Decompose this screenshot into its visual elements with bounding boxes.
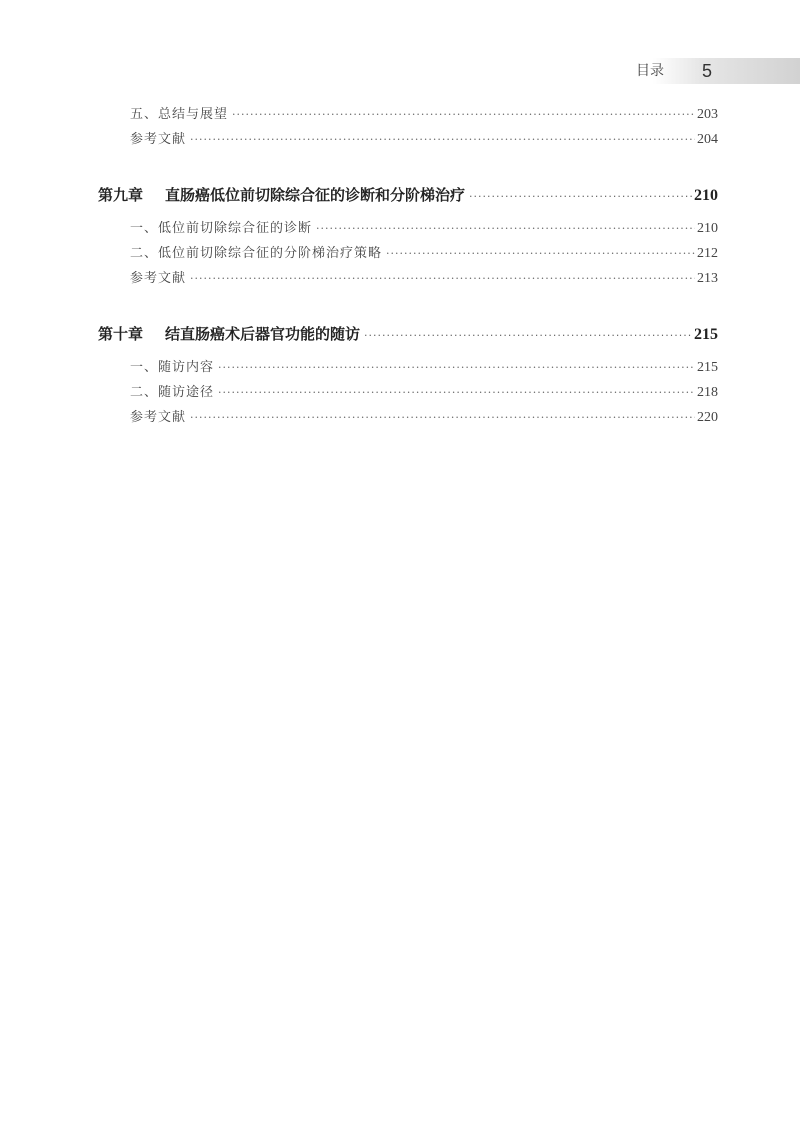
running-header-page-number: 5 bbox=[702, 61, 713, 81]
toc-entry-page: 204 bbox=[697, 132, 718, 147]
toc-entry-page: 218 bbox=[697, 385, 718, 400]
toc-entry-title: 二、低位前切除综合征的分阶梯治疗策略 bbox=[130, 246, 383, 261]
toc-chapter-10[interactable] bbox=[98, 322, 718, 346]
toc-entry[interactable] bbox=[130, 407, 718, 429]
chapter-title: 直肠癌低位前切除综合征的诊断和分阶梯治疗 bbox=[165, 186, 466, 204]
toc-entry-title: 参考文献 bbox=[130, 132, 187, 147]
toc-entry[interactable] bbox=[130, 268, 718, 290]
dot-leader bbox=[469, 185, 692, 209]
dot-leader bbox=[218, 357, 695, 379]
chapter-number: 第九章 bbox=[98, 186, 144, 204]
dot-leader bbox=[386, 243, 695, 265]
toc-entry-title: 参考文献 bbox=[130, 410, 187, 425]
toc-entry-page: 220 bbox=[697, 410, 718, 425]
dot-leader bbox=[190, 268, 695, 290]
toc-entry[interactable] bbox=[130, 104, 718, 126]
dot-leader bbox=[190, 129, 695, 151]
toc-entry-page: 213 bbox=[697, 271, 718, 286]
toc-entry[interactable] bbox=[130, 218, 718, 240]
toc-entry-title: 二、随访途径 bbox=[130, 385, 215, 400]
dot-leader bbox=[364, 324, 692, 348]
chapter-page: 215 bbox=[694, 326, 718, 343]
toc-entry[interactable] bbox=[130, 382, 718, 404]
toc-entry[interactable] bbox=[130, 129, 718, 151]
toc-entry[interactable] bbox=[130, 243, 718, 265]
toc-chapter-9[interactable] bbox=[98, 183, 718, 207]
dot-leader bbox=[316, 218, 695, 240]
chapter-title: 结直肠癌术后器官功能的随访 bbox=[165, 325, 361, 343]
toc-entry-title: 五、总结与展望 bbox=[130, 107, 229, 122]
toc-entry-title: 一、低位前切除综合征的诊断 bbox=[130, 221, 313, 236]
chapter-page: 210 bbox=[694, 187, 718, 204]
toc-entry-title: 一、随访内容 bbox=[130, 360, 215, 375]
dot-leader bbox=[218, 382, 695, 404]
toc-entry-page: 210 bbox=[697, 221, 718, 236]
dot-leader bbox=[232, 104, 695, 126]
toc-entry-title: 参考文献 bbox=[130, 271, 187, 286]
chapter-number: 第十章 bbox=[98, 325, 144, 343]
toc-entry-page: 203 bbox=[697, 107, 718, 122]
toc-entry-page: 215 bbox=[697, 360, 718, 375]
dot-leader bbox=[190, 407, 695, 429]
running-header-label: 目录 bbox=[636, 63, 664, 79]
toc-entry[interactable] bbox=[130, 357, 718, 379]
toc-entry-page: 212 bbox=[697, 246, 718, 261]
